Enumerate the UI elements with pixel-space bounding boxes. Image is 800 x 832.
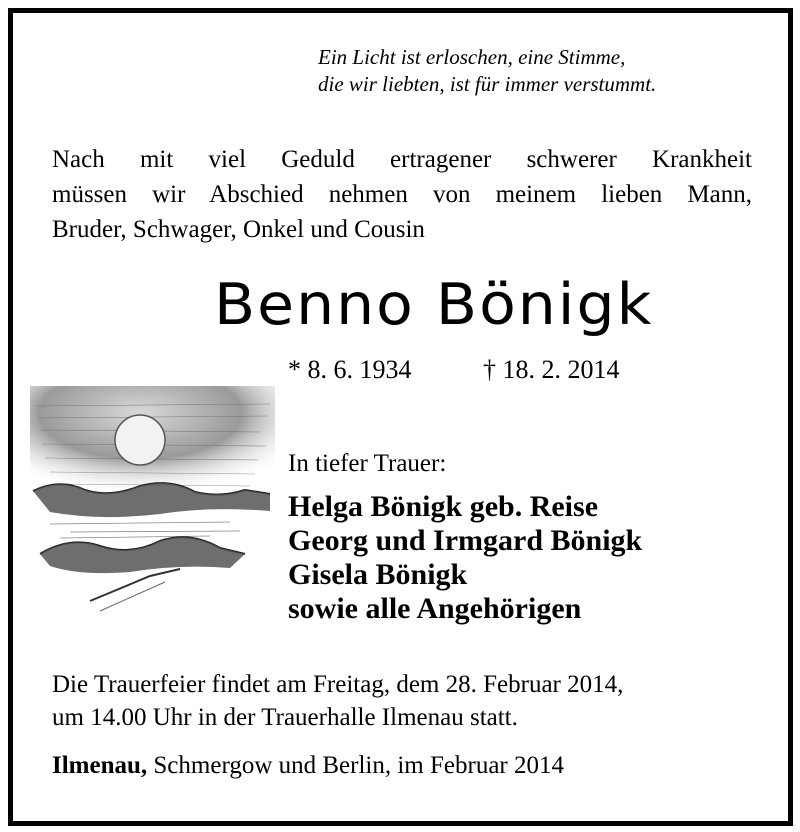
mourner-2: Georg und Irmgard Bönigk: [288, 524, 643, 557]
intro-text: [52, 142, 752, 247]
mourner-1: Helga Bönigk geb. Reise: [288, 490, 599, 523]
motto-line-1: Ein Licht ist erloschen, eine Stimme,: [318, 45, 626, 69]
intro-line-3: Bruder, Schwager, Onkel und Cousin: [52, 216, 425, 243]
mourners-list: [288, 490, 642, 626]
place-town: Ilmenau,: [52, 752, 148, 779]
moon-landscape-illustration: [30, 386, 275, 636]
place-date-line: [52, 752, 564, 780]
ceremony-info: [52, 668, 752, 734]
deceased-name: Benno Bönigk: [214, 271, 654, 339]
intro-line-1: Nach mit viel Geduld ertragener schwerer Krankheit: [52, 146, 752, 173]
birth-date: * 8. 6. 1934: [288, 355, 412, 384]
motto-line-2: die wir liebten, ist für immer verstummt.: [318, 72, 657, 96]
death-date: † 18. 2. 2014: [483, 355, 620, 384]
ceremony-line-2: um 14.00 Uhr in der Trauerhalle Ilmenau statt.: [52, 704, 518, 731]
mourner-3: Gisela Bönigk: [288, 558, 468, 591]
place-rest: Schmergow und Berlin, im Februar 2014: [153, 752, 565, 779]
mourning-label: In tiefer Trauer:: [288, 450, 447, 477]
mourner-4: sowie alle Angehörigen: [288, 592, 582, 625]
motto: [318, 44, 656, 98]
intro-line-2: müssen wir Abschied nehmen von meinem lieben Mann,: [52, 181, 752, 208]
ceremony-line-1: Die Trauerfeier findet am Freitag, dem 28. Februar 2014,: [52, 671, 624, 698]
